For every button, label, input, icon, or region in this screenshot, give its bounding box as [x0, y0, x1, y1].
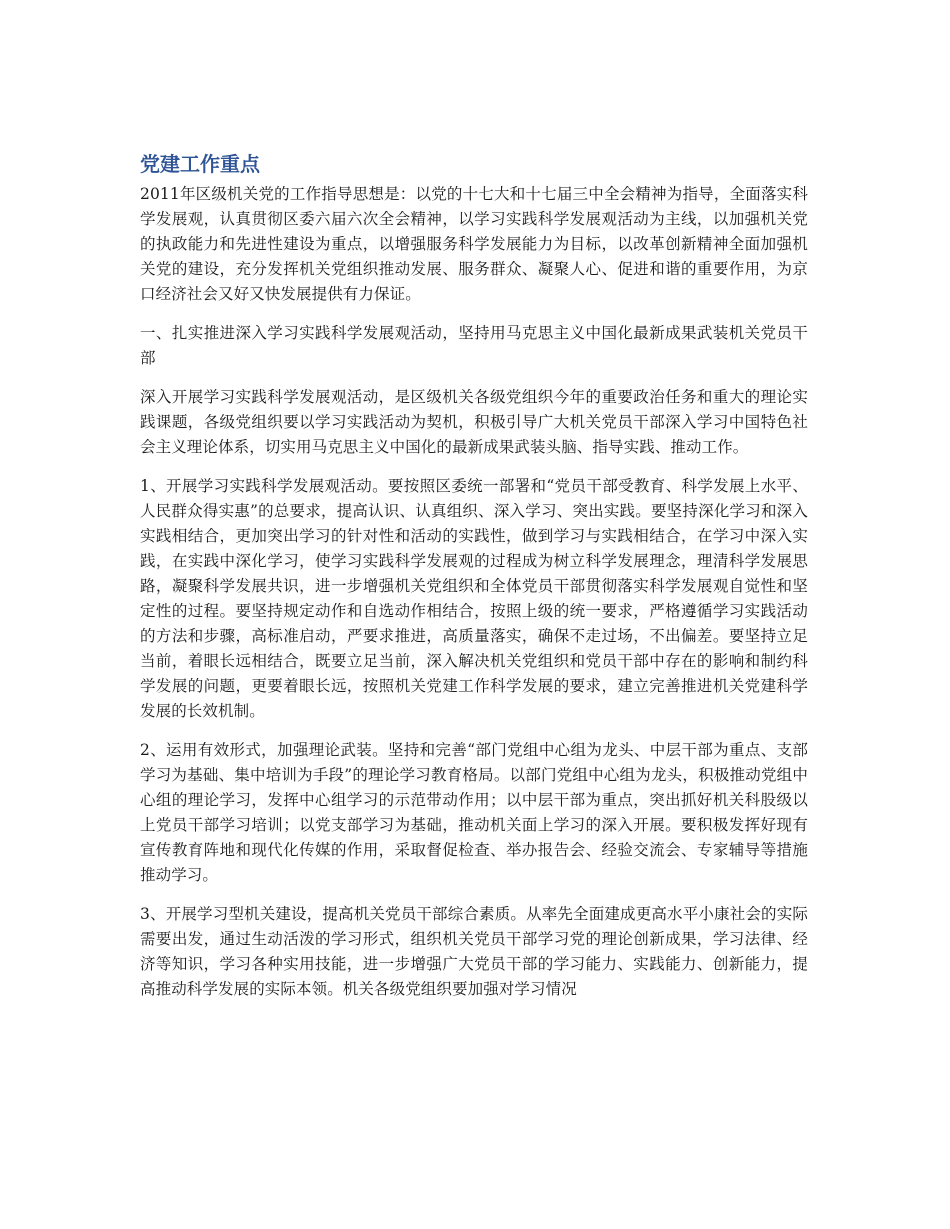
- paragraph-guiding-thought: 2011年区级机关党的工作指导思想是：以党的十七大和十七届三中全会精神为指导，全面落实科学发展观，认真贯彻区委六届六次全会精神，以学习实践科学发展观活动为主线，以加强机关党的执政能力和先进性建设为重点，以增强服务科学发展能力为目标，以改革创新精神全面加强机关党的建设，充分发挥机关党组织推动发展、服务群众、凝聚人心、促进和谐的重要作用，为京口经济社会又好又快发展提供有力保证。: [140, 185, 808, 303]
- paragraph-section-one-heading: 一、扎实推进深入学习实践科学发展观活动，坚持用马克思主义中国化最新成果武装机关党员干部: [140, 324, 808, 367]
- document-page: [140, 148, 808, 1016]
- paragraph-section-one-intro: 深入开展学习实践科学发展观活动，是区级机关各级党组织今年的重要政治任务和重大的理论实践课题，各级党组织要以学习实践活动为契机，积极引导广大机关党员干部深入学习中国特色社会主义理论体系，切实用马克思主义中国化的最新成果武装头脑、指导实践、推动工作。: [140, 388, 808, 456]
- paragraph-item-2: 2、运用有效形式，加强理论武装。坚持和完善“部门党组中心组为龙头、中层干部为重点、支部学习为基础、集中培训为手段”的理论学习教育格局。以部门党组中心组为龙头，积极推动党组中心组的理论学习，发挥中心组学习的示范带动作用；以中层干部为重点，突出抓好机关科股级以上党员干部学习培训；以党支部学习为基础，推动机关面上学习的深入开展。要积极发挥好现有宣传教育阵地和现代化传媒的作用，采取督促检查、举办报告会、经验交流会、专家辅导等措施推动学习。: [140, 741, 808, 884]
- paragraph-item-3: 3、开展学习型机关建设，提高机关党员干部综合素质。从率先全面建成更高水平小康社会的实际需要出发，通过生动活泼的学习形式，组织机关党员干部学习党的理论创新成果，学习法律、经济等知识，学习各种实用技能，进一步增强广大党员干部的学习能力、实践能力、创新能力，提高推动科学发展的实际本领。机关各级党组织要加强对学习情况: [140, 905, 808, 998]
- paragraph-item-1: 1、开展学习实践科学发展观活动。要按照区委统一部署和“党员干部受教育、科学发展上水平、人民群众得实惠”的总要求，提高认识、认真组织、深入学习、突出实践。要坚持深化学习和深入实践相结合，更加突出学习的针对性和活动的实践性，做到学习与实践相结合，在学习中深入实践，在实践中深化学习，使学习实践科学发展观的过程成为树立科学发展理念，理清科学发展思路，凝聚科学发展共识，进一步增强机关党组织和全体党员干部贯彻落实科学发展观自觉性和坚定性的过程。要坚持规定动作和自选动作相结合，按照上级的统一要求，严格遵循学习实践活动的方法和步骤，高标准启动，严要求推进，高质量落实，确保不走过场，不出偏差。要坚持立足当前，着眼长远相结合，既要立足当前，深入解决机关党组织和党员干部中存在的影响和制约科学发展的问题，更要着眼长远，按照机关党建工作科学发展的要求，建立完善推进机关党建科学发展的长效机制。: [140, 477, 808, 720]
- document-title: 党建工作重点: [140, 152, 260, 176]
